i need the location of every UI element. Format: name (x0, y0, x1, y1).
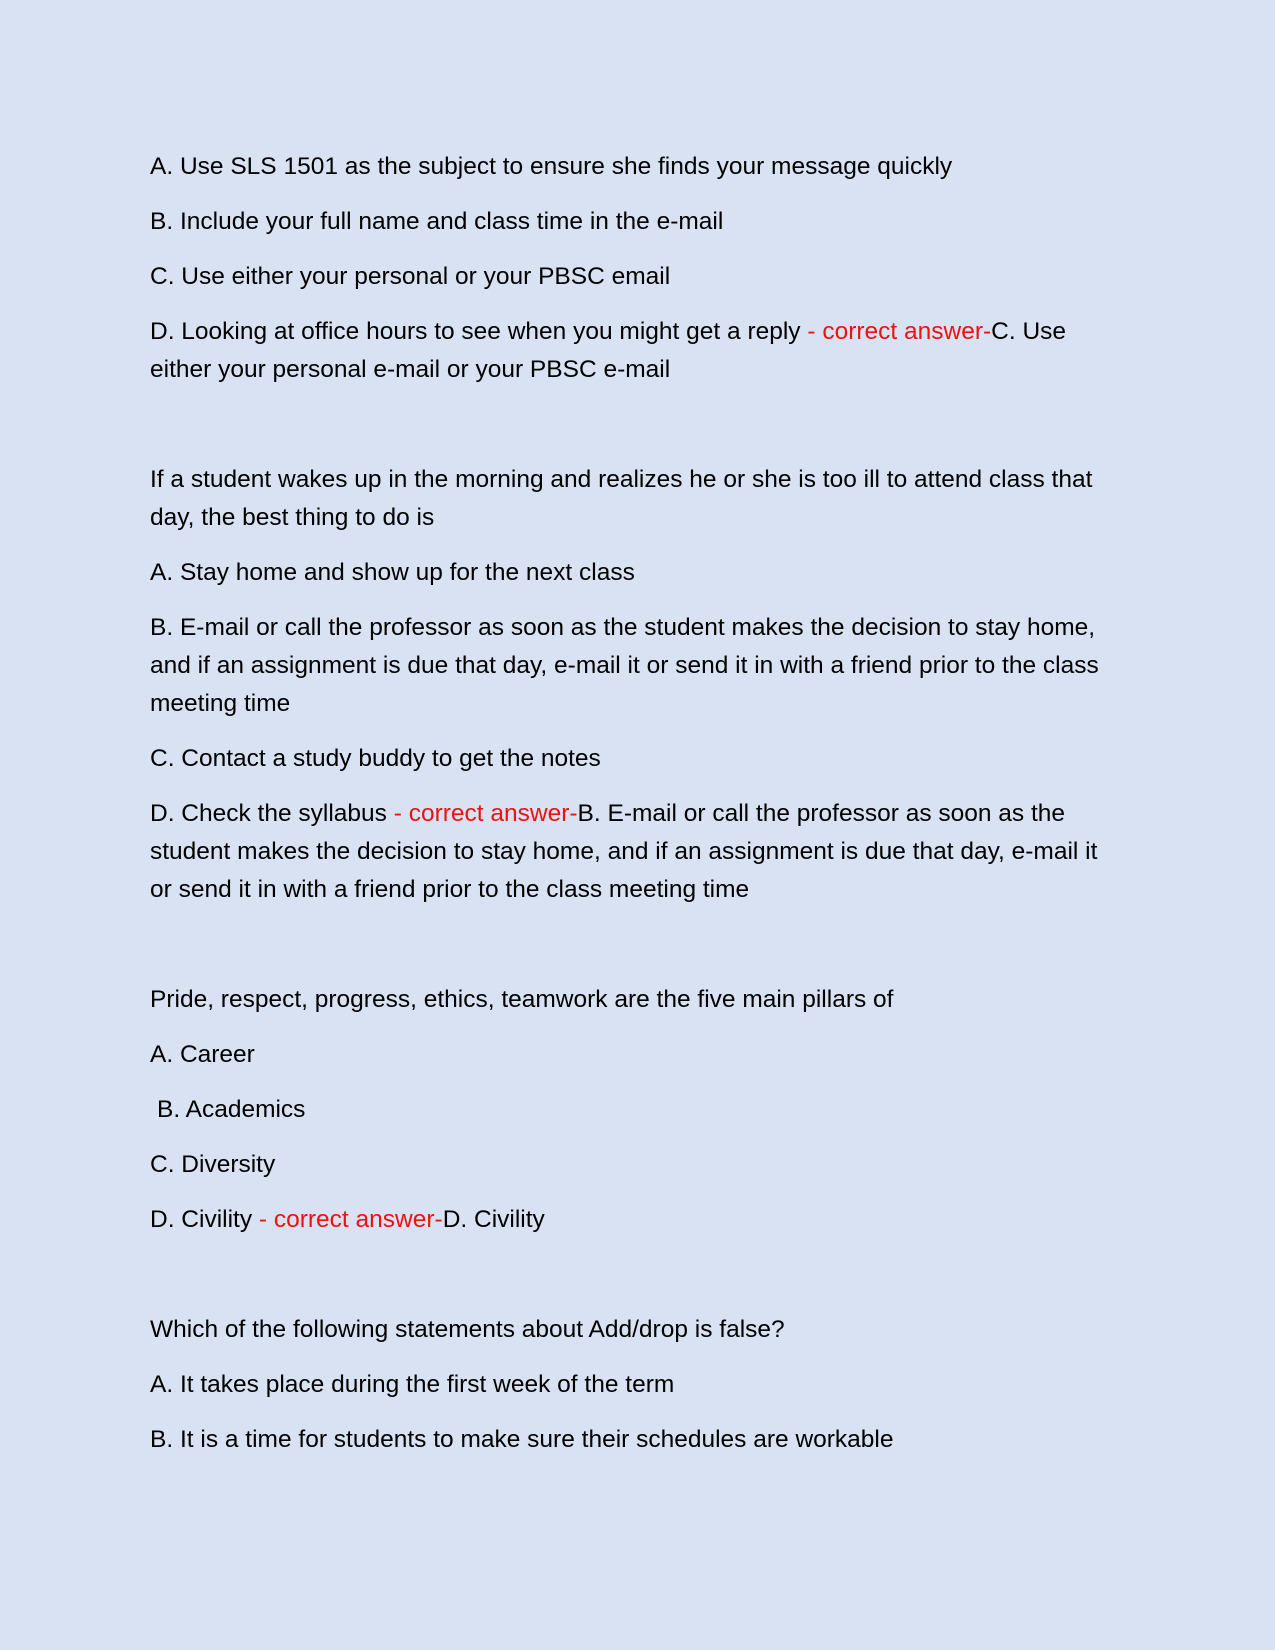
correct-answer-marker: - correct answer- (393, 800, 578, 827)
q2-option-d-text: D. Check the syllabus (150, 800, 394, 827)
q2-option-c: C. Contact a study buddy to get the notes (150, 745, 601, 772)
q3-option-a: A. Career (150, 1041, 255, 1068)
q2-option-d (150, 795, 1100, 909)
q3-answer: D. Civility (442, 1206, 545, 1233)
q3-option-b: B. Academics (157, 1096, 306, 1123)
q2-option-a: A. Stay home and show up for the next class (150, 559, 635, 586)
q1-option-c: C. Use either your personal or your PBSC email (150, 263, 671, 290)
q4-option-b: B. It is a time for students to make sure their schedules are workable (150, 1426, 894, 1453)
q4-option-a: A. It takes place during the first week of the term (150, 1371, 675, 1398)
q1-option-b: B. Include your full name and class time in the e-mail (150, 208, 724, 235)
q2-option-b: B. E-mail or call the professor as soon as the student makes the decision to stay home, and if an assignment is due that day, e-mail it or send it in with a friend prior to the class meeting time (150, 614, 1099, 717)
correct-answer-marker: - correct answer- (807, 318, 992, 345)
correct-answer-marker: - correct answer- (258, 1206, 443, 1233)
q3-option-c: C. Diversity (150, 1151, 276, 1178)
q1-option-d (150, 313, 1100, 389)
q3-option-d-text: D. Civility (150, 1206, 259, 1233)
q2-question: If a student wakes up in the morning and realizes he or she is too ill to attend class that day, the best thing to do is (150, 466, 1093, 531)
q3-option-d (150, 1201, 1100, 1239)
q3-question: Pride, respect, progress, ethics, teamwork are the five main pillars of (150, 986, 894, 1013)
q4-question: Which of the following statements about Add/drop is false? (150, 1316, 785, 1343)
q1-option-d-text: D. Looking at office hours to see when you might get a reply (150, 318, 808, 345)
q2-answer: B. E-mail or call the professor as soon as the student makes the decision to stay home, and if an assignment is due that day, e-mail it or send it in with a friend prior to the class meeting time (150, 800, 1098, 903)
q1-answer: C. Use either your personal e-mail or your PBSC e-mail (150, 318, 1067, 383)
document-body (150, 148, 1100, 1476)
q1-option-a: A. Use SLS 1501 as the subject to ensure she finds your message quickly (150, 153, 953, 180)
